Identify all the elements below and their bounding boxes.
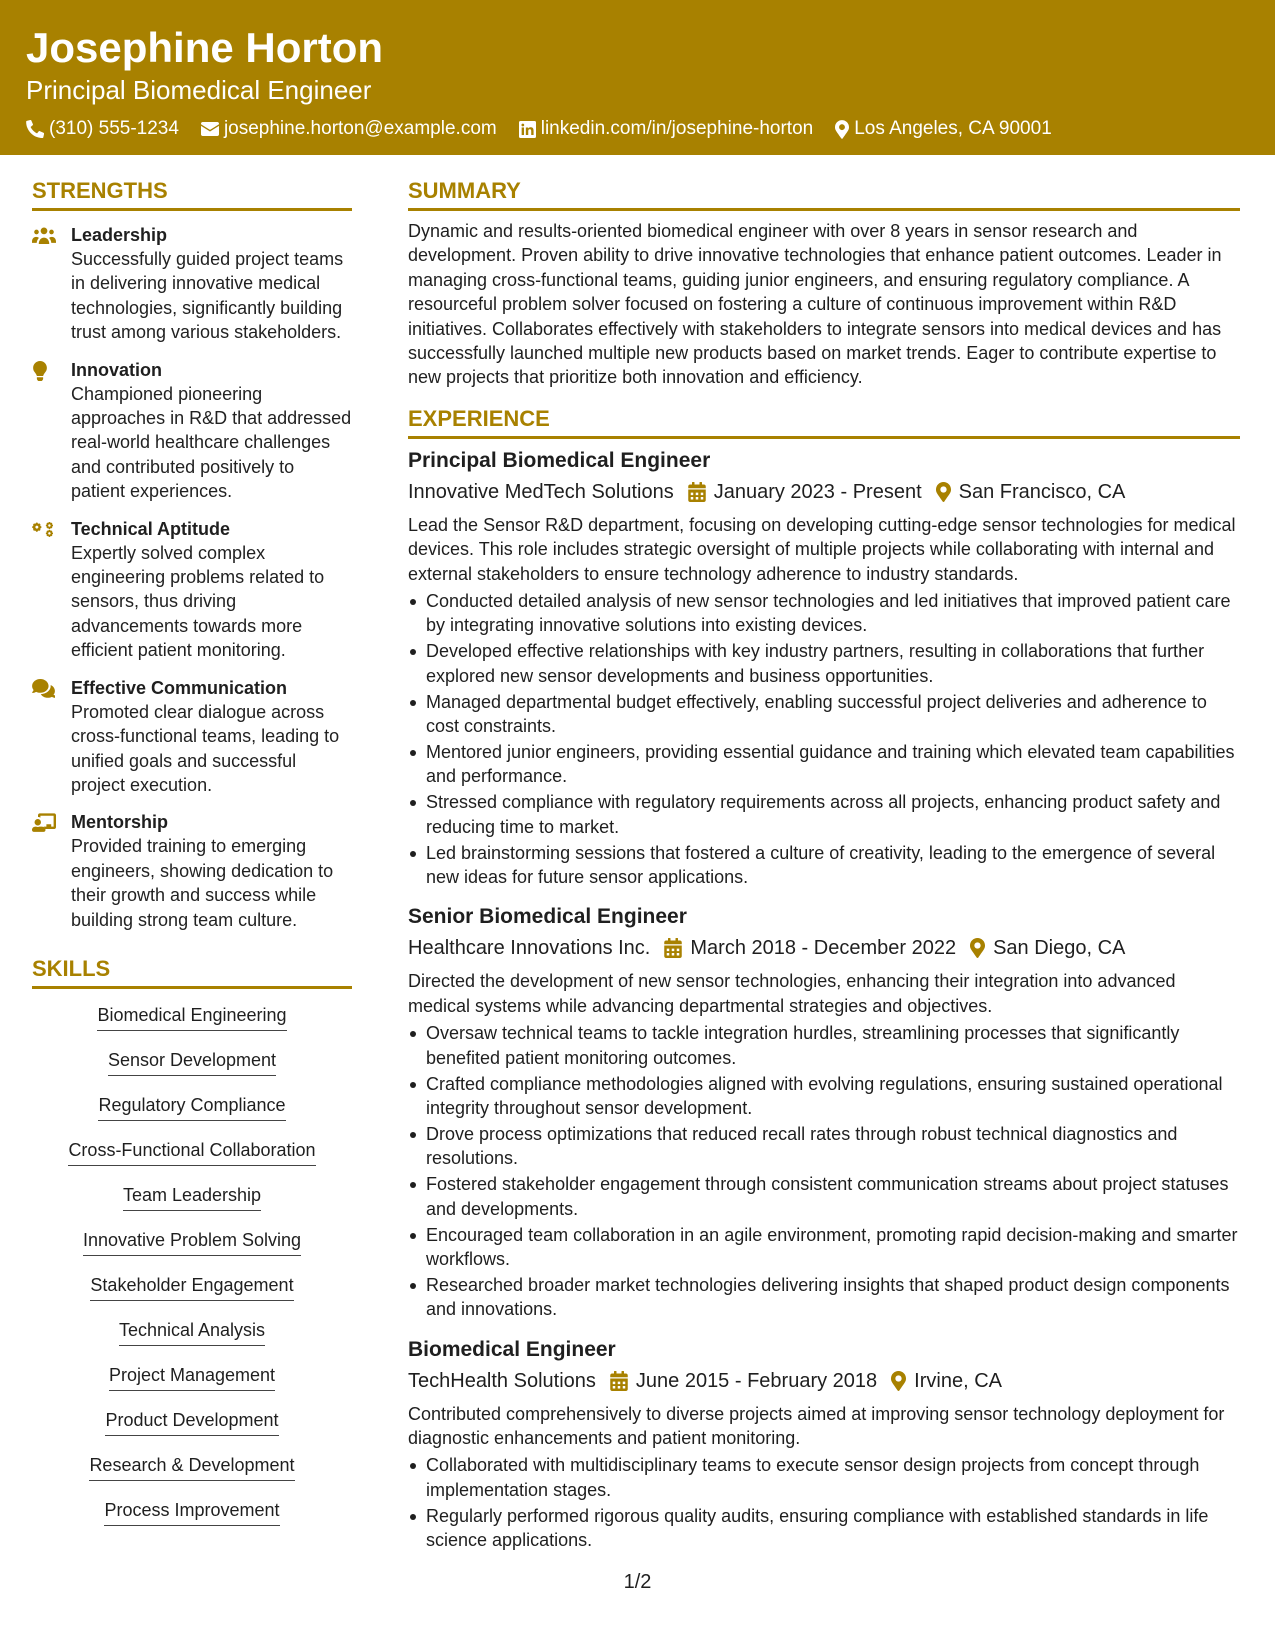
job-bullet: Drove process optimizations that reduced recall rates through robust technical diagnostics and resolutions. [408, 1122, 1240, 1171]
skill-item: Research & Development [89, 1453, 294, 1481]
map-marker-icon [891, 1371, 906, 1391]
left-column [32, 176, 352, 1543]
job-company: Healthcare Innovations Inc. [408, 937, 651, 960]
map-marker-icon [936, 482, 951, 502]
gears-icon [32, 520, 56, 540]
strength-desc: Championed pioneering approaches in R&D that addressed real-world healthcare challenges and contributed positively to patient experiences. [71, 383, 352, 502]
job-bullet: Developed effective relationships with key industry partners, resulting in collaborations that further explored new sensor developments and business opportunities. [408, 639, 1240, 688]
job-description: Directed the development of new sensor technologies, enhancing their integration into advanced medical systems while advancing departmental strategies and objectives. [408, 971, 1176, 1016]
strength-item [32, 517, 352, 663]
job-location: San Francisco, CA [958, 480, 1126, 503]
skill-item: Technical Analysis [119, 1318, 265, 1346]
contact-location [835, 118, 1052, 140]
skill-item: Stakeholder Engagement [90, 1273, 293, 1301]
job-bullet: Crafted compliance methodologies aligned with evolving regulations, ensuring sustained operational integrity throughout sensor development. [408, 1072, 1240, 1121]
job-bullet: Researched broader market technologies delivering insights that shaped product design components and innovations. [408, 1273, 1240, 1322]
lightbulb-icon [32, 361, 48, 381]
resume-header [0, 0, 1275, 155]
job-description: Lead the Sensor R&D department, focusing on developing cutting-edge sensor technologies for medical devices. This role includes strategic oversight of multiple projects while collaborating with internal and external stakeholders to ensure technology adherence to industry standards. [408, 514, 1236, 584]
job-entry [408, 1336, 1240, 1553]
calendar-icon [610, 1371, 628, 1391]
job-bullets [408, 1021, 1240, 1321]
phone-text: (310) 555-1234 [49, 118, 179, 139]
candidate-name: Josephine Horton [26, 24, 384, 71]
page-number: 1/2 [623, 1571, 652, 1593]
job-bullet: Conducted detailed analysis of new sensor technologies and led initiatives that improved patient care by integrating innovative solutions into existing devices. [408, 589, 1240, 638]
phone-icon [26, 120, 44, 138]
job-bullet: Oversaw technical teams to tackle integration hurdles, streamlining processes that significantly benefited patient monitoring outcomes. [408, 1021, 1240, 1070]
users-icon [32, 226, 56, 244]
calendar-icon [688, 482, 706, 502]
strength-item [32, 223, 352, 345]
job-meta [408, 477, 1240, 507]
skill-item: Cross-Functional Collaboration [68, 1138, 315, 1166]
job-bullet: Managed departmental budget effectively, enabling successful project deliveries and adherence to cost constraints. [408, 690, 1240, 739]
job-role: Biomedical Engineer [408, 1337, 616, 1361]
skill-item: Sensor Development [108, 1048, 276, 1076]
skills-heading: SKILLS [32, 954, 352, 989]
contact-bar [26, 116, 1074, 142]
contact-phone [26, 118, 179, 140]
skill-item: Regulatory Compliance [98, 1093, 285, 1121]
strength-item [32, 358, 352, 504]
job-bullets [408, 589, 1240, 889]
job-bullet: Mentored junior engineers, providing essential guidance and training which elevated team capabilities and performance. [408, 740, 1240, 789]
linkedin-link[interactable]: linkedin.com/in/josephine-horton [540, 118, 814, 139]
job-location: San Diego, CA [993, 937, 1126, 960]
job-bullet: Encouraged team collaboration in an agile environment, promoting rapid decision-making and smarter workflows. [408, 1223, 1240, 1272]
job-description: Contributed comprehensively to diverse projects aimed at improving sensor technology deployment for diagnostic enhancements and patient monitoring. [408, 1403, 1225, 1449]
map-marker-icon [835, 120, 849, 139]
strength-desc: Promoted clear dialogue across cross-functional teams, leading to unified goals and successful project execution. [71, 701, 340, 795]
skill-item: Biomedical Engineering [97, 1003, 286, 1031]
envelope-icon [201, 121, 219, 137]
job-bullet: Led brainstorming sessions that fostered a culture of creativity, leading to the emergence of several new ideas for future sensor applications. [408, 841, 1240, 890]
strengths-heading: STRENGTHS [32, 176, 352, 211]
job-bullet: Stressed compliance with regulatory requirements across all projects, enhancing product safety and reducing time to market. [408, 790, 1240, 839]
strengths-list [32, 223, 352, 932]
strength-title: Effective Communication [71, 677, 288, 698]
skill-item: Team Leadership [123, 1183, 261, 1211]
skill-item: Process Improvement [104, 1498, 279, 1526]
job-bullet: Regularly performed rigorous quality audits, ensuring compliance with established standards in life science applications. [408, 1504, 1240, 1553]
job-role: Senior Biomedical Engineer [408, 905, 687, 929]
job-entry [408, 447, 1240, 890]
right-column [408, 176, 1240, 1554]
strength-item [32, 676, 352, 798]
strength-title: Mentorship [71, 812, 168, 833]
strength-title: Leadership [71, 225, 168, 245]
job-dates: March 2018 - December 2022 [690, 937, 957, 960]
skill-item: Innovative Problem Solving [83, 1228, 301, 1256]
job-meta [408, 1366, 1240, 1396]
job-company: Innovative MedTech Solutions [408, 480, 674, 503]
skills-list [32, 1003, 352, 1543]
job-bullet: Collaborated with multidisciplinary teams to execute sensor design projects from concept through implementation stages. [408, 1453, 1240, 1502]
strength-desc: Successfully guided project teams in delivering innovative medical technologies, significantly building trust among various stakeholders. [71, 249, 344, 343]
job-company: TechHealth Solutions [408, 1369, 596, 1392]
map-marker-icon [970, 938, 985, 958]
summary-heading: SUMMARY [408, 176, 1240, 211]
experience-heading: EXPERIENCE [408, 404, 1240, 439]
strength-title: Technical Aptitude [71, 518, 231, 539]
strength-desc: Expertly solved complex engineering problems related to sensors, thus driving advancements towards more efficient patient monitoring. [71, 542, 325, 661]
location-text: Los Angeles, CA 90001 [854, 118, 1052, 139]
linkedin-icon [519, 121, 536, 138]
job-role: Principal Biomedical Engineer [408, 448, 711, 472]
job-bullets [408, 1453, 1240, 1552]
contact-linkedin[interactable] [519, 118, 814, 140]
candidate-title: Principal Biomedical Engineer [26, 75, 372, 105]
skill-item: Product Development [105, 1408, 278, 1436]
job-meta [408, 933, 1240, 963]
summary-text: Dynamic and results-oriented biomedical engineer with over 8 years in sensor research and development. Proven ability to drive innovative technologies that enhance patient outcomes. Leader in managing cross-functional teams, guiding junior engineers, and ensuring regulatory compliance. A resourceful problem solver focused on fostering a culture of continuous improvement within R&D initiatives. Collaborates effectively with stakeholders to integrate sensors into medical devices and has successfully launched multiple new products based on market trends. Eager to contribute expertise to new projects that prioritize both innovation and efficiency. [408, 221, 1222, 388]
strength-desc: Provided training to emerging engineers, showing dedication to their growth and success while building strong team culture. [71, 836, 334, 930]
skill-item: Project Management [109, 1363, 275, 1391]
strength-item [32, 810, 352, 932]
job-bullet: Fostered stakeholder engagement through consistent communication streams about project statuses and developments. [408, 1172, 1240, 1221]
job-dates: June 2015 - February 2018 [635, 1369, 878, 1392]
calendar-icon [664, 938, 682, 958]
email-link[interactable]: josephine.horton@example.com [223, 118, 497, 139]
chalkboard-teacher-icon [32, 813, 56, 833]
job-dates: January 2023 - Present [713, 480, 922, 503]
comments-icon [32, 679, 55, 698]
contact-email[interactable] [201, 118, 497, 140]
job-entry [408, 903, 1240, 1321]
job-location: Irvine, CA [914, 1369, 1002, 1392]
strength-title: Innovation [71, 359, 162, 380]
